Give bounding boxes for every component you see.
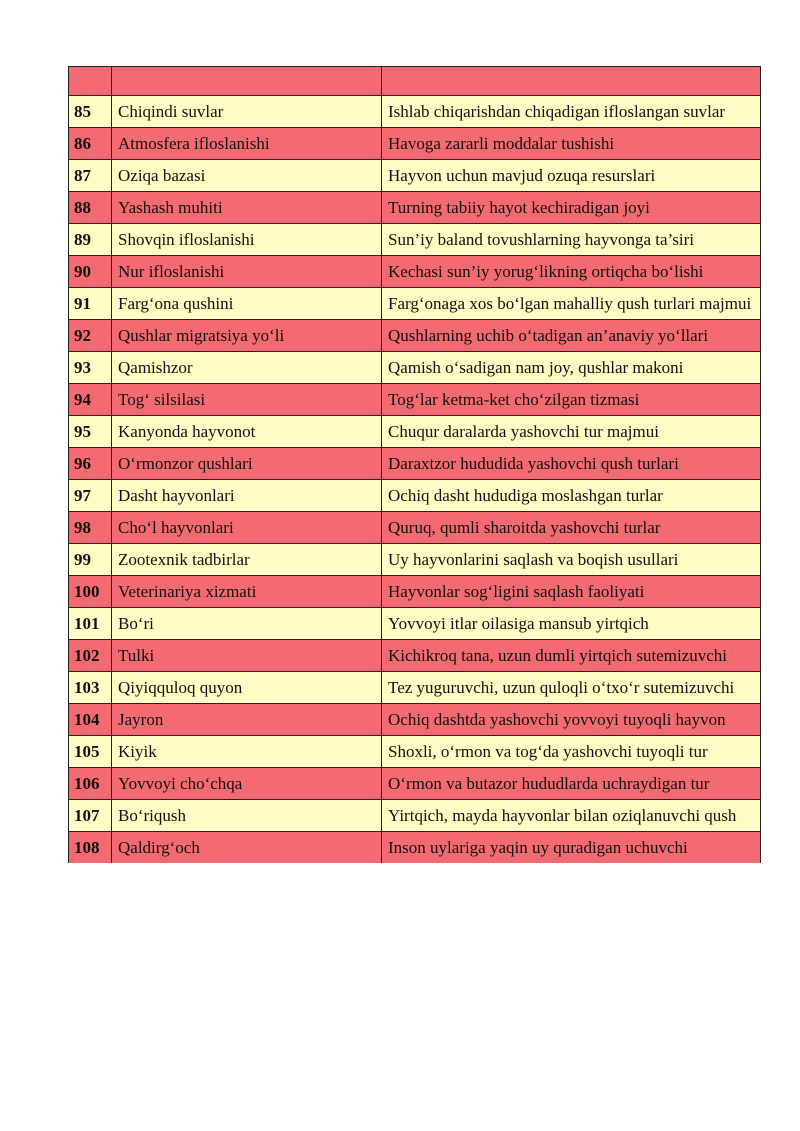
row-definition: Tez yuguruvchi, uzun quloqli o‘txo‘r sutemizuvchi bbox=[382, 672, 761, 704]
row-definition: Yirtqich, mayda hayvonlar bilan oziqlanuvchi qush bbox=[382, 800, 761, 832]
row-term: Veterinariya xizmati bbox=[112, 576, 382, 608]
row-definition: Sun’iy baland tovushlarning hayvonga ta’siri bbox=[382, 224, 761, 256]
row-term: Yovvoyi cho‘chqa bbox=[112, 768, 382, 800]
table-row bbox=[69, 480, 761, 512]
row-definition: Havoga zararli moddalar tushishi bbox=[382, 128, 761, 160]
row-number: 91 bbox=[69, 288, 112, 320]
table-row bbox=[69, 448, 761, 480]
row-number: 92 bbox=[69, 320, 112, 352]
row-number: 95 bbox=[69, 416, 112, 448]
row-definition: Hayvonlar sog‘ligini saqlash faoliyati bbox=[382, 576, 761, 608]
row-number: 101 bbox=[69, 608, 112, 640]
table-row bbox=[69, 544, 761, 576]
row-definition: Turning tabiiy hayot kechiradigan joyi bbox=[382, 192, 761, 224]
row-term: Bo‘ri bbox=[112, 608, 382, 640]
row-term: Kiyik bbox=[112, 736, 382, 768]
row-term: Zootexnik tadbirlar bbox=[112, 544, 382, 576]
row-number: 96 bbox=[69, 448, 112, 480]
table-row bbox=[69, 512, 761, 544]
row-term: O‘rmonzor qushlari bbox=[112, 448, 382, 480]
header-cell-definition bbox=[382, 67, 761, 96]
row-term: Yashash muhiti bbox=[112, 192, 382, 224]
row-number: 89 bbox=[69, 224, 112, 256]
row-definition: Quruq, qumli sharoitda yashovchi turlar bbox=[382, 512, 761, 544]
row-number: 108 bbox=[69, 832, 112, 864]
row-definition: Inson uylariga yaqin uy quradigan uchuvchi bbox=[382, 832, 761, 864]
row-number: 98 bbox=[69, 512, 112, 544]
row-definition: Qushlarning uchib o‘tadigan an’anaviy yo‘llari bbox=[382, 320, 761, 352]
table-row bbox=[69, 416, 761, 448]
row-term: Qiyiqquloq quyon bbox=[112, 672, 382, 704]
row-definition: Farg‘onaga xos bo‘lgan mahalliy qush turlari majmui bbox=[382, 288, 761, 320]
table-row bbox=[69, 800, 761, 832]
table-row bbox=[69, 640, 761, 672]
row-definition: Tog‘lar ketma-ket cho‘zilgan tizmasi bbox=[382, 384, 761, 416]
row-term: Oziqa bazasi bbox=[112, 160, 382, 192]
table-row bbox=[69, 192, 761, 224]
table-row bbox=[69, 352, 761, 384]
row-term: Bo‘riqush bbox=[112, 800, 382, 832]
row-number: 94 bbox=[69, 384, 112, 416]
row-definition: Daraxtzor hududida yashovchi qush turlari bbox=[382, 448, 761, 480]
row-definition: Shoxli, o‘rmon va tog‘da yashovchi tuyoqli tur bbox=[382, 736, 761, 768]
row-term: Dasht hayvonlari bbox=[112, 480, 382, 512]
row-term: Tog‘ silsilasi bbox=[112, 384, 382, 416]
row-number: 105 bbox=[69, 736, 112, 768]
row-term: Cho‘l hayvonlari bbox=[112, 512, 382, 544]
row-definition: Kichikroq tana, uzun dumli yirtqich sutemizuvchi bbox=[382, 640, 761, 672]
row-term: Jayron bbox=[112, 704, 382, 736]
row-number: 99 bbox=[69, 544, 112, 576]
table-header-row bbox=[69, 67, 761, 96]
row-definition: Ochiq dashtda yashovchi yovvoyi tuyoqli hayvon bbox=[382, 704, 761, 736]
row-number: 104 bbox=[69, 704, 112, 736]
header-cell-number bbox=[69, 67, 112, 96]
row-number: 100 bbox=[69, 576, 112, 608]
row-number: 90 bbox=[69, 256, 112, 288]
row-term: Shovqin ifloslanishi bbox=[112, 224, 382, 256]
table-row bbox=[69, 576, 761, 608]
row-number: 102 bbox=[69, 640, 112, 672]
row-term: Qamishzor bbox=[112, 352, 382, 384]
row-definition: O‘rmon va butazor hududlarda uchraydigan tur bbox=[382, 768, 761, 800]
table-row bbox=[69, 224, 761, 256]
glossary-table bbox=[68, 66, 761, 863]
row-number: 103 bbox=[69, 672, 112, 704]
table-row bbox=[69, 608, 761, 640]
row-term: Tulki bbox=[112, 640, 382, 672]
row-number: 93 bbox=[69, 352, 112, 384]
row-term: Atmosfera ifloslanishi bbox=[112, 128, 382, 160]
row-definition: Qamish o‘sadigan nam joy, qushlar makoni bbox=[382, 352, 761, 384]
row-number: 86 bbox=[69, 128, 112, 160]
table-row bbox=[69, 672, 761, 704]
row-number: 87 bbox=[69, 160, 112, 192]
table-row bbox=[69, 384, 761, 416]
row-definition: Kechasi sun’iy yorug‘likning ortiqcha bo‘lishi bbox=[382, 256, 761, 288]
row-number: 106 bbox=[69, 768, 112, 800]
row-number: 85 bbox=[69, 96, 112, 128]
table-row bbox=[69, 288, 761, 320]
table-row bbox=[69, 128, 761, 160]
table-row bbox=[69, 256, 761, 288]
row-definition: Ishlab chiqarishdan chiqadigan ifloslangan suvlar bbox=[382, 96, 761, 128]
row-number: 107 bbox=[69, 800, 112, 832]
table-row bbox=[69, 736, 761, 768]
row-definition: Uy hayvonlarini saqlash va boqish usullari bbox=[382, 544, 761, 576]
row-number: 88 bbox=[69, 192, 112, 224]
row-definition: Chuqur daralarda yashovchi tur majmui bbox=[382, 416, 761, 448]
table-row bbox=[69, 320, 761, 352]
table-body bbox=[69, 67, 761, 864]
row-definition: Hayvon uchun mavjud ozuqa resurslari bbox=[382, 160, 761, 192]
row-term: Qushlar migratsiya yo‘li bbox=[112, 320, 382, 352]
row-definition: Ochiq dasht hududiga moslashgan turlar bbox=[382, 480, 761, 512]
header-cell-term bbox=[112, 67, 382, 96]
table-row bbox=[69, 96, 761, 128]
row-term: Qaldirg‘och bbox=[112, 832, 382, 864]
row-term: Kanyonda hayvonot bbox=[112, 416, 382, 448]
row-term: Chiqindi suvlar bbox=[112, 96, 382, 128]
table-row bbox=[69, 160, 761, 192]
table-row bbox=[69, 768, 761, 800]
row-definition: Yovvoyi itlar oilasiga mansub yirtqich bbox=[382, 608, 761, 640]
table-row bbox=[69, 832, 761, 864]
row-number: 97 bbox=[69, 480, 112, 512]
row-term: Farg‘ona qushini bbox=[112, 288, 382, 320]
table-row bbox=[69, 704, 761, 736]
row-term: Nur ifloslanishi bbox=[112, 256, 382, 288]
